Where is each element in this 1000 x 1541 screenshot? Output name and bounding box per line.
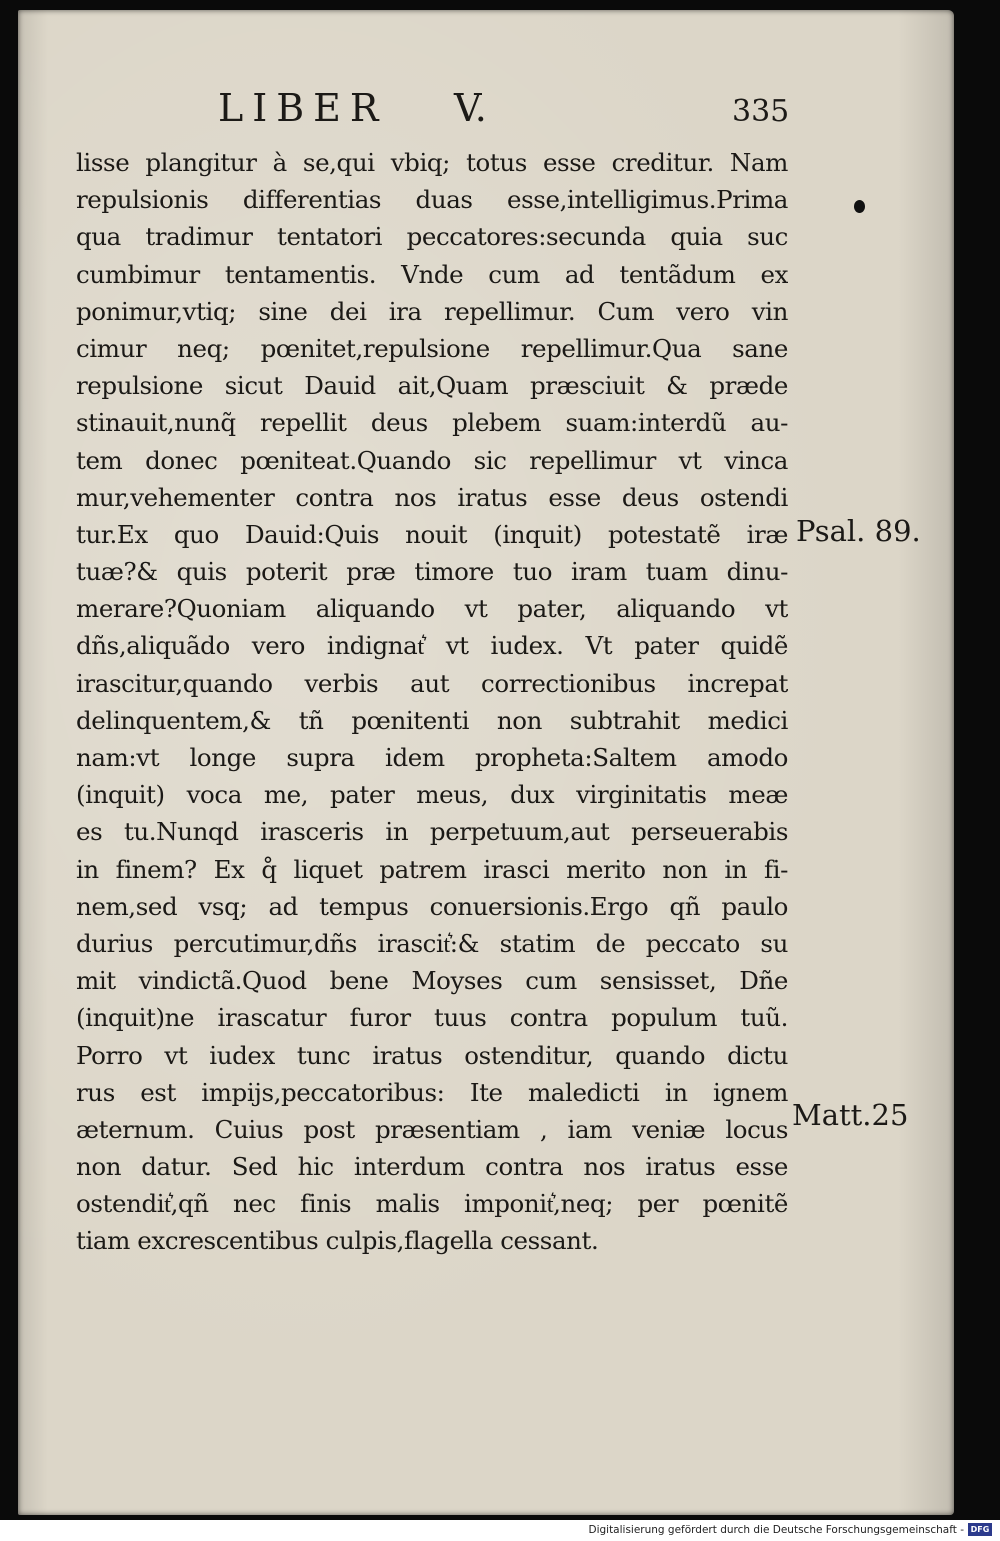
text-line: mur,vehementer contra nos iratus esse deus ostendi	[76, 482, 788, 512]
text-line: irascitur,quando verbis aut correctionibus increpat	[76, 668, 788, 698]
text-line: cimur neq; pœnitet,repulsione repellimur.Qua sane	[76, 333, 788, 363]
dfg-logo-icon: DFG	[968, 1523, 992, 1536]
ink-dot-mark	[854, 200, 865, 213]
text-line: ponimur,vtiq; sine dei ira repellimur. Cum vero vin	[76, 296, 788, 326]
text-line: (inquit)ne irascatur furor tuus contra populum tuũ.	[76, 1003, 788, 1033]
text-line: tem donec pœniteat.Quando sic repellimur vt vinca	[76, 445, 788, 475]
text-line: ostendit͛,qñ nec finis malis imponit͛,neq; per pœnitẽ	[76, 1189, 788, 1219]
funding-credit: Digitalisierung gefördert durch die Deutsche Forschungsgemeinschaft -	[588, 1524, 964, 1536]
text-line: delinquentem,& tñ pœnitenti non subtrahit medici	[76, 705, 788, 735]
book-page	[18, 10, 954, 1515]
text-line: nam:vt longe supra idem propheta:Saltem amodo	[76, 743, 788, 772]
text-line: merare?Quoniam aliquando vt pater, aliquando vt	[76, 594, 788, 624]
running-head-title: LIBER	[218, 86, 388, 130]
text-line: stinauit,nunq̃ repellit deus plebem suam:interdũ au-	[76, 408, 788, 438]
text-line: tur.Ex quo Dauid:Quis nouit (inquit) potestatẽ iræ	[76, 519, 788, 549]
text-line: Porro vt iudex tunc iratus ostenditur, quando dictu	[76, 1040, 788, 1070]
text-line: tuæ?& quis poterit præ timore tuo iram tuam dinu-	[76, 557, 788, 587]
text-line: mit vindictã.Quod bene Moyses cum sensisset, Dñe	[76, 966, 788, 996]
text-line: lisse plangitur à se,qui vbiq; totus esse creditur. Nam	[76, 148, 788, 177]
text-line: (inquit) voca me, pater meus, dux virginitatis meæ	[76, 780, 788, 810]
text-line: æternum. Cuius post præsentiam , iam veniæ locus	[76, 1114, 788, 1144]
marginal-note-psalm: Psal. 89.	[796, 514, 921, 548]
text-line: tiam excrescentibus culpis,flagella cessant.	[76, 1226, 599, 1256]
digitization-footer	[0, 1520, 1000, 1541]
text-line: cumbimur tentamentis. Vnde cum ad tentãdum ex	[76, 259, 788, 289]
text-line: repulsionis differentias duas esse,intelligimus.Prima	[76, 185, 788, 215]
text-line: nem,sed vsq; ad tempus conuersionis.Ergo qñ paulo	[76, 891, 788, 921]
text-line: in finem? Ex q̊ liquet patrem irasci merito non in fi-	[76, 854, 788, 884]
running-head	[218, 86, 798, 136]
running-head-book-number: V.	[454, 86, 487, 130]
text-line: repulsione sicut Dauid ait,Quam præsciuit & prædе	[76, 371, 788, 401]
text-line: durius percutimur,dñs irascit͛:& statim de peccato su	[76, 928, 788, 958]
text-line: es tu.Nunqd irasceris in perpetuum,aut perseuerabis	[76, 817, 788, 847]
text-line: qua tradimur tentatori peccatores:secunda quia suc	[76, 222, 788, 252]
text-line: rus est impijs,peccatoribus: Ite maledicti in ignem	[76, 1077, 788, 1107]
text-line: non datur. Sed hic interdum contra nos iratus esse	[76, 1152, 788, 1182]
text-line: dñs,aliquãdo vero indignat͛ vt iudex. Vt pater quidẽ	[76, 631, 788, 661]
marginal-note-matthew: Matt.25	[792, 1098, 909, 1132]
body-text	[76, 144, 788, 1260]
page-number: 335	[732, 94, 790, 129]
